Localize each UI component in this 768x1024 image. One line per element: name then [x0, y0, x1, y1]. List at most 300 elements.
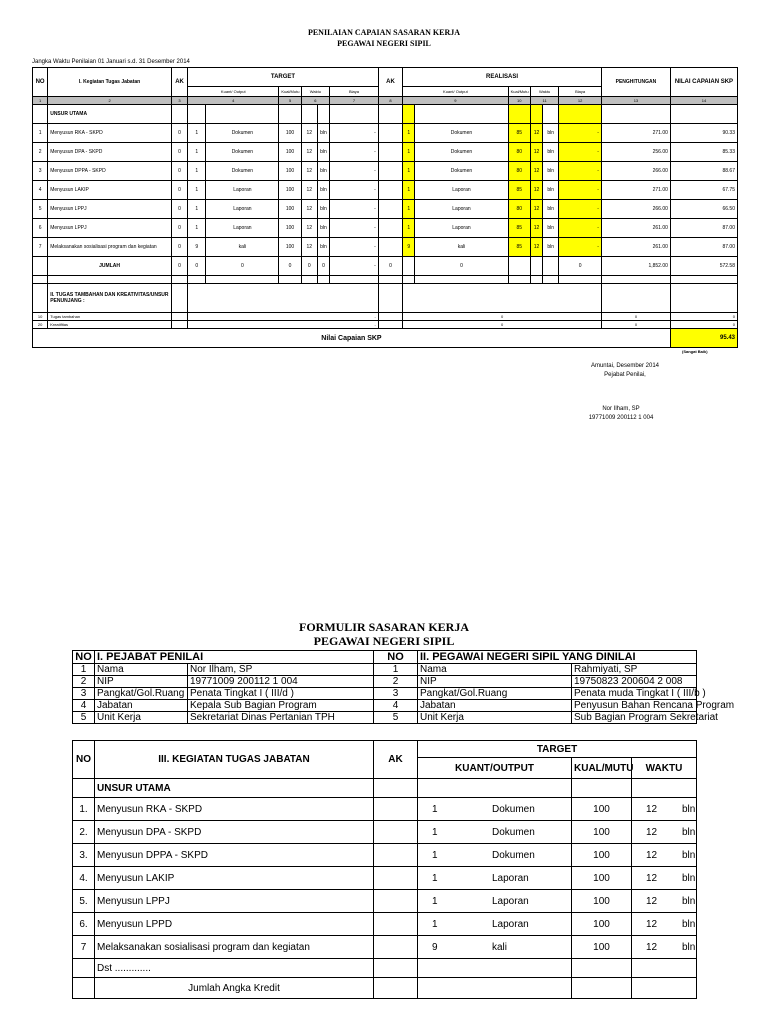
- score-row: [33, 162, 738, 181]
- row-target-biaya: -: [330, 143, 379, 162]
- jumlah-ak-label: Jumlah Angka Kredit: [95, 978, 374, 999]
- keg-mutu: 100: [572, 890, 632, 913]
- row-real-qty: 1: [403, 143, 415, 162]
- target-header: TARGET: [188, 68, 379, 87]
- keg-ak-header: AK: [374, 741, 418, 779]
- row-real-qty: 1: [403, 219, 415, 238]
- info-label: Nama: [95, 664, 188, 676]
- col-kegiatan-header: I. Kegiatan Tugas Jabatan: [48, 68, 172, 97]
- info-value-2: Penyusun Bahan Rencana Program: [572, 700, 697, 712]
- colnum: 14: [670, 97, 737, 105]
- kegiatan-row: [73, 798, 697, 821]
- keg-unit: Dokumen: [492, 849, 535, 861]
- jumlah-rb: 0: [559, 257, 602, 276]
- info-label-2: NIP: [418, 676, 572, 688]
- keg-no: 3.: [73, 844, 95, 867]
- row-kegiatan: Menyusun DPPA - SKPD: [48, 162, 172, 181]
- row-kegiatan: Menyusun LAKIP: [48, 181, 172, 200]
- dst-label: Dst .............: [95, 959, 374, 978]
- row-real-qty: 1: [403, 124, 415, 143]
- row-target-unit: Dokumen: [206, 143, 279, 162]
- info-no-2: 3: [374, 688, 418, 700]
- info-label: NIP: [95, 676, 188, 688]
- row-target-mutu: 100: [279, 124, 301, 143]
- row-penghitungan: 266.00: [601, 200, 670, 219]
- row-target-biaya: -: [330, 200, 379, 219]
- info-value-2: 19750823 200604 2 008: [572, 676, 697, 688]
- extra-dash: -: [188, 313, 379, 321]
- row-real-qty: 1: [403, 162, 415, 181]
- keg-waktu: [632, 890, 697, 913]
- info-label-2: Pangkat/Gol.Ruang: [418, 688, 572, 700]
- row-real-unit: Dokumen: [415, 143, 508, 162]
- real-waktu-header: Waktu: [530, 87, 558, 97]
- info-value-2: Sub Bagian Program Sekretariat: [572, 712, 697, 724]
- info-row: [73, 664, 697, 676]
- extra-name: Kreatifitas: [48, 321, 172, 329]
- row-nilai: 90.33: [670, 124, 737, 143]
- jumlah-rak: 0: [378, 257, 402, 276]
- keg-unit: kali: [492, 941, 508, 953]
- extra-mid: 0: [403, 321, 602, 329]
- row-real-mutu: 85: [508, 219, 530, 238]
- keg-qty: 9: [432, 941, 438, 953]
- score-row: [33, 143, 738, 162]
- waktu-header: WAKTU: [632, 758, 697, 779]
- row-real-unit: Laporan: [415, 219, 508, 238]
- keg-waktu-val: 12: [646, 803, 658, 815]
- jumlah-tu: 0: [206, 257, 279, 276]
- keg-mutu: 100: [572, 844, 632, 867]
- row-real-ak: [378, 124, 402, 143]
- row-real-biaya: -: [559, 200, 602, 219]
- row-real-qty: 1: [403, 181, 415, 200]
- keg-qty: 1: [432, 918, 438, 930]
- realisasi-header: REALISASI: [403, 68, 602, 87]
- colnum: 3: [171, 97, 187, 105]
- row-real-ak: [378, 200, 402, 219]
- info-row: [73, 688, 697, 700]
- row-ak: 0: [171, 200, 187, 219]
- keg-waktu: [632, 844, 697, 867]
- nilai-capaian-label: Nilai Capaian SKP: [33, 329, 671, 348]
- info-row: [73, 676, 697, 688]
- row-target-qty: 1: [188, 124, 206, 143]
- keg-waktu-unit: bln: [682, 941, 696, 953]
- keg-target-header: TARGET: [418, 741, 697, 758]
- info-value: 19771009 200112 1 004: [188, 676, 374, 688]
- keg-qty: 1: [432, 826, 438, 838]
- row-target-qty: 1: [188, 162, 206, 181]
- row-real-mutu: 85: [508, 181, 530, 200]
- keg-no: 7: [73, 936, 95, 959]
- keg-waktu-val: 12: [646, 941, 658, 953]
- score-row: [33, 124, 738, 143]
- nilai-capaian-header: NILAI CAPAIAN SKP: [670, 68, 737, 97]
- row-target-waktu-unit: bln: [317, 238, 329, 257]
- col-no-header: NO: [33, 68, 48, 97]
- kual-header: KUAL/MUTU: [572, 758, 632, 779]
- keg-no: 2.: [73, 821, 95, 844]
- info-value: Sekretariat Dinas Pertanian TPH: [188, 712, 374, 724]
- row-real-mutu: 80: [508, 162, 530, 181]
- keg-name: Melaksanakan sosialisasi program dan kegiatan: [95, 936, 374, 959]
- keg-waktu: [632, 798, 697, 821]
- keg-waktu-val: 12: [646, 826, 658, 838]
- info-no: 4: [73, 700, 95, 712]
- row-target-biaya: -: [330, 124, 379, 143]
- keg-no-header: NO: [73, 741, 95, 779]
- jumlah-tm: 0: [279, 257, 301, 276]
- row-penghitungan: 261.00: [601, 219, 670, 238]
- row-ak: 0: [171, 124, 187, 143]
- row-real-ak: [378, 219, 402, 238]
- row-real-qty: 9: [403, 238, 415, 257]
- kegiatan-row: [73, 867, 697, 890]
- row-target-waktu: 12: [301, 219, 317, 238]
- jumlah-tb: -: [330, 257, 379, 276]
- row-nilai: 67.75: [670, 181, 737, 200]
- row-target-mutu: 100: [279, 238, 301, 257]
- info-label-2: Nama: [418, 664, 572, 676]
- row-real-waktu: 12: [530, 219, 542, 238]
- row-real-waktu-unit: bln: [543, 162, 559, 181]
- keg-waktu-val: 12: [646, 872, 658, 884]
- row-real-biaya: -: [559, 162, 602, 181]
- form-unsur-utama: UNSUR UTAMA: [95, 779, 374, 798]
- keg-waktu: [632, 913, 697, 936]
- row-target-waktu: 12: [301, 181, 317, 200]
- keg-kuant: [418, 798, 572, 821]
- info-label-2: Unit Kerja: [418, 712, 572, 724]
- extra-nilai: 0: [670, 313, 737, 321]
- row-target-waktu-unit: bln: [317, 124, 329, 143]
- row-target-waktu: 12: [301, 238, 317, 257]
- target-waktu-header: Waktu: [301, 87, 329, 97]
- info-label: Jabatan: [95, 700, 188, 712]
- keg-waktu: [632, 821, 697, 844]
- row-target-waktu-unit: bln: [317, 181, 329, 200]
- kegiatan-row: [73, 890, 697, 913]
- row-ak: 0: [171, 143, 187, 162]
- keg-unit: Laporan: [492, 872, 529, 884]
- row-no: 4: [33, 181, 48, 200]
- colnum: 9: [403, 97, 508, 105]
- row-target-mutu: 100: [279, 143, 301, 162]
- keg-qty: 1: [432, 872, 438, 884]
- row-kegiatan: Menyusun LPPJ: [48, 200, 172, 219]
- row-no: 6: [33, 219, 48, 238]
- row-no: 3: [33, 162, 48, 181]
- keg-no: 4.: [73, 867, 95, 890]
- period-label: Jangka Waktu Penilaian 01 Januari s.d. 31 Desember 2014: [32, 59, 190, 65]
- extra-penghitungan: 0: [601, 313, 670, 321]
- score-row: [33, 238, 738, 257]
- row-target-mutu: 100: [279, 181, 301, 200]
- keg-mutu: 100: [572, 798, 632, 821]
- col-ak2-header: AK: [378, 68, 402, 97]
- info-no: 5: [73, 712, 95, 724]
- real-kual-header: Kual/Mutu: [508, 87, 530, 97]
- row-target-waktu: 12: [301, 124, 317, 143]
- row-target-qty: 1: [188, 181, 206, 200]
- row-target-unit: Laporan: [206, 200, 279, 219]
- info-row: [73, 712, 697, 724]
- info-no-2: 1: [374, 664, 418, 676]
- keg-name: Menyusun DPA - SKPD: [95, 821, 374, 844]
- keg-kuant: [418, 913, 572, 936]
- row-target-waktu: 12: [301, 143, 317, 162]
- keg-waktu-unit: bln: [682, 826, 696, 838]
- info-label: Pangkat/Gol.Ruang: [95, 688, 188, 700]
- keg-waktu: [632, 936, 697, 959]
- keg-waktu-val: 12: [646, 918, 658, 930]
- row-ak: 0: [171, 162, 187, 181]
- keg-name: Menyusun LPPD: [95, 913, 374, 936]
- colnum: 5: [279, 97, 301, 105]
- row-ak: 0: [171, 181, 187, 200]
- no-header-2: NO: [374, 651, 418, 664]
- place-date: Amuntai, Desember 2014: [590, 363, 660, 369]
- row-real-biaya: -: [559, 124, 602, 143]
- jumlah-nilai: 572.58: [670, 257, 737, 276]
- keg-unit: Laporan: [492, 918, 529, 930]
- colnum: 1: [33, 97, 48, 105]
- row-no: 1: [33, 124, 48, 143]
- kuant-header: KUANT/OUTPUT: [418, 758, 572, 779]
- row-real-unit: Laporan: [415, 181, 508, 200]
- colnum: 10: [508, 97, 530, 105]
- kegiatan-row: [73, 936, 697, 959]
- sign-nip: 19771009 200112 1 004: [588, 415, 654, 421]
- row-penghitungan: 261.00: [601, 238, 670, 257]
- keg-ak: [374, 890, 418, 913]
- keg-ak: [374, 844, 418, 867]
- info-no: 2: [73, 676, 95, 688]
- penghitungan-header: PENGHITUNGAN: [601, 68, 670, 97]
- row-no: 5: [33, 200, 48, 219]
- keg-waktu-unit: bln: [682, 872, 696, 884]
- skp-title-line1: PENILAIAN CAPAIAN SASARAN KERJA: [307, 28, 461, 37]
- row-real-qty: 1: [403, 200, 415, 219]
- row-real-waktu: 12: [530, 162, 542, 181]
- row-penghitungan: 271.00: [601, 181, 670, 200]
- row-nilai: 87.00: [670, 219, 737, 238]
- row-kegiatan: Menyusun RKA - SKPD: [48, 124, 172, 143]
- keg-mutu: 100: [572, 821, 632, 844]
- keg-mutu: 100: [572, 913, 632, 936]
- row-target-unit: kali: [206, 238, 279, 257]
- keg-ak: [374, 798, 418, 821]
- info-no-2: 5: [374, 712, 418, 724]
- keg-mutu: 100: [572, 936, 632, 959]
- row-real-waktu: 12: [530, 200, 542, 219]
- row-nilai: 85.33: [670, 143, 737, 162]
- pns-dinilai-title: II. PEGAWAI NEGERI SIPIL YANG DINILAI: [418, 651, 697, 664]
- row-penghitungan: 271.00: [601, 124, 670, 143]
- colnum: 6: [301, 97, 329, 105]
- kegiatan-table: [72, 740, 697, 999]
- nilai-note: (Sangat Baik): [682, 349, 708, 354]
- colnum: 4: [188, 97, 279, 105]
- info-value: Nor Ilham, SP: [188, 664, 374, 676]
- keg-ak: [374, 821, 418, 844]
- row-real-waktu: 12: [530, 143, 542, 162]
- row-real-unit: kali: [415, 238, 508, 257]
- real-biaya-header: Biaya: [559, 87, 602, 97]
- keg-qty: 1: [432, 803, 438, 815]
- row-real-ak: [378, 181, 402, 200]
- row-target-unit: Dokumen: [206, 124, 279, 143]
- row-real-mutu: 85: [508, 124, 530, 143]
- keg-kuant: [418, 936, 572, 959]
- keg-kuant: [418, 844, 572, 867]
- jumlah-ak: 0: [171, 257, 187, 276]
- row-real-mutu: 80: [508, 143, 530, 162]
- col-ak-header: AK: [171, 68, 187, 97]
- keg-qty: 1: [432, 849, 438, 861]
- info-no-2: 2: [374, 676, 418, 688]
- keg-name: Menyusun DPPA - SKPD: [95, 844, 374, 867]
- row-nilai: 87.00: [670, 238, 737, 257]
- row-ak: 0: [171, 238, 187, 257]
- skp-title-line2: PEGAWAI NEGERI SIPIL: [337, 39, 431, 48]
- row-real-biaya: -: [559, 143, 602, 162]
- row-real-waktu-unit: bln: [543, 200, 559, 219]
- jumlah-label: JUMLAH: [48, 257, 172, 276]
- info-no: 1: [73, 664, 95, 676]
- nilai-capaian-value: 95.43: [670, 329, 737, 348]
- row-real-waktu-unit: bln: [543, 219, 559, 238]
- row-target-qty: 1: [188, 143, 206, 162]
- info-value: Penata Tingkat I ( III/d ): [188, 688, 374, 700]
- row-real-ak: [378, 162, 402, 181]
- keg-waktu: [632, 867, 697, 890]
- row-target-biaya: -: [330, 162, 379, 181]
- colnum: 11: [530, 97, 558, 105]
- info-label-2: Jabatan: [418, 700, 572, 712]
- form-title-line1: FORMULIR SASARAN KERJA: [298, 620, 469, 634]
- info-value: Kepala Sub Bagian Program: [188, 700, 374, 712]
- score-row: [33, 200, 738, 219]
- extra-nilai: 0: [670, 321, 737, 329]
- row-kegiatan: Menyusun DPA - SKPD: [48, 143, 172, 162]
- colnum: 8: [378, 97, 402, 105]
- row-real-unit: Laporan: [415, 200, 508, 219]
- keg-waktu-unit: bln: [682, 803, 696, 815]
- row-target-waktu-unit: bln: [317, 162, 329, 181]
- keg-ak: [374, 913, 418, 936]
- row-real-waktu-unit: bln: [543, 124, 559, 143]
- skp-score-table: [32, 67, 738, 348]
- jumlah-penghitungan: 1,852.00: [601, 257, 670, 276]
- row-target-qty: 1: [188, 219, 206, 238]
- keg-name: Menyusun LAKIP: [95, 867, 374, 890]
- real-kuant-header: Kuant/ Output: [403, 87, 508, 97]
- row-target-mutu: 100: [279, 162, 301, 181]
- row-penghitungan: 266.00: [601, 162, 670, 181]
- colnum: 13: [601, 97, 670, 105]
- keg-no: 1.: [73, 798, 95, 821]
- keg-kuant: [418, 867, 572, 890]
- info-value-2: Rahmiyati, SP: [572, 664, 697, 676]
- keg-waktu-val: 12: [646, 895, 658, 907]
- form-title-line2: PEGAWAI NEGERI SIPIL: [313, 634, 455, 648]
- kegiatan-header: III. KEGIATAN TUGAS JABATAN: [95, 741, 374, 779]
- row-target-waktu-unit: bln: [317, 200, 329, 219]
- keg-waktu-unit: bln: [682, 849, 696, 861]
- row-target-biaya: -: [330, 219, 379, 238]
- keg-no: 5.: [73, 890, 95, 913]
- pejabat-penilai-title: I. PEJABAT PENILAI: [95, 651, 374, 664]
- score-row: [33, 181, 738, 200]
- row-target-mutu: 100: [279, 200, 301, 219]
- info-label: Unit Kerja: [95, 712, 188, 724]
- target-kuant-header: Kuant/ Output: [188, 87, 279, 97]
- jumlah-ru: 0: [415, 257, 508, 276]
- extra-penghitungan: 0: [601, 321, 670, 329]
- row-real-mutu: 80: [508, 200, 530, 219]
- kegiatan-row: [73, 844, 697, 867]
- row-real-waktu-unit: bln: [543, 238, 559, 257]
- row-target-biaya: -: [330, 238, 379, 257]
- pejabat-label: Pejabat Penilai,: [604, 372, 646, 378]
- colnum: 2: [48, 97, 172, 105]
- row-real-biaya: -: [559, 238, 602, 257]
- row-no: 2: [33, 143, 48, 162]
- row-kegiatan: Melaksanakan sosialisasi program dan kegiatan: [48, 238, 172, 257]
- info-value-2: Penata muda Tingkat I ( III/b ): [572, 688, 697, 700]
- row-real-unit: Dokumen: [415, 124, 508, 143]
- keg-unit: Dokumen: [492, 826, 535, 838]
- extra-dash: -: [188, 321, 379, 329]
- extra-no: 10: [33, 313, 48, 321]
- keg-mutu: 100: [572, 867, 632, 890]
- info-no-2: 4: [374, 700, 418, 712]
- row-real-waktu: 12: [530, 181, 542, 200]
- pejabat-info-table: [72, 650, 735, 724]
- keg-waktu-val: 12: [646, 849, 658, 861]
- keg-kuant: [418, 890, 572, 913]
- keg-ak: [374, 867, 418, 890]
- keg-name: Menyusun RKA - SKPD: [95, 798, 374, 821]
- keg-unit: Laporan: [492, 895, 529, 907]
- colnum: 7: [330, 97, 379, 105]
- keg-no: 6.: [73, 913, 95, 936]
- jumlah-twu: 0: [317, 257, 329, 276]
- jumlah-tq: 0: [188, 257, 206, 276]
- kegiatan-row: [73, 913, 697, 936]
- row-target-waktu-unit: bln: [317, 219, 329, 238]
- sign-name: Nor Ilham, SP: [602, 406, 640, 412]
- row-target-qty: 9: [188, 238, 206, 257]
- row-real-waktu: 12: [530, 238, 542, 257]
- jumlah-tw: 0: [301, 257, 317, 276]
- row-real-biaya: -: [559, 219, 602, 238]
- row-kegiatan: Menyusun LPPJ: [48, 219, 172, 238]
- row-real-biaya: -: [559, 181, 602, 200]
- row-target-unit: Laporan: [206, 219, 279, 238]
- target-biaya-header: Biaya: [330, 87, 379, 97]
- keg-qty: 1: [432, 895, 438, 907]
- score-row: [33, 219, 738, 238]
- row-nilai: 66.50: [670, 200, 737, 219]
- row-target-unit: Dokumen: [206, 162, 279, 181]
- tugas-tambahan-title: II. TUGAS TAMBAHAN DAN KREATIVITAS/UNSUR PENUNJANG :: [48, 284, 172, 313]
- target-kual-header: Kual/Mutu: [279, 87, 301, 97]
- row-target-qty: 1: [188, 200, 206, 219]
- row-real-ak: [378, 143, 402, 162]
